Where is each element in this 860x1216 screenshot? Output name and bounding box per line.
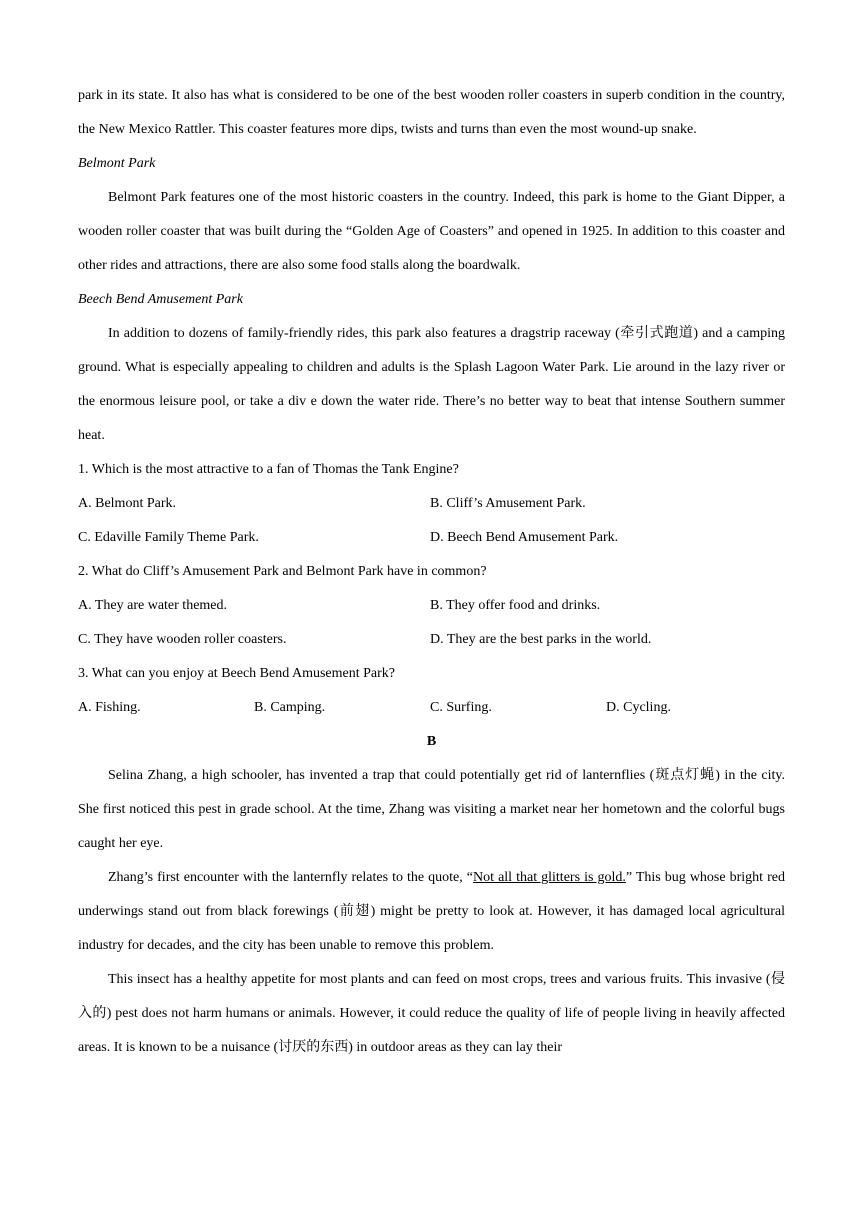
question-2 — [78, 555, 785, 657]
question-options — [78, 589, 785, 657]
option-c: C. Edaville Family Theme Park. — [78, 530, 259, 545]
paragraph-beech-bend: In addition to dozens of family-friendly rides, this park also features a dragstrip raceway (牵引式跑道) and a camping ground. What is especially appealing to children and adults is the Splash Lagoon Water Park. Lie around in the lazy river or the enormous leisure pool, or take a div e down the water ride. There’s no better way to beat that intense Southern summer heat. — [78, 326, 785, 443]
paragraph-b-2 — [78, 861, 785, 963]
heading-beech-bend: Beech Bend Amusement Park — [78, 292, 243, 307]
option-a: A. They are water themed. — [78, 598, 228, 613]
document-content — [78, 79, 785, 1065]
text-segment: Zhang’s first encounter with the lanternfly relates to the quote, “ — [108, 870, 474, 885]
question-1 — [78, 453, 785, 555]
question-options — [78, 487, 785, 555]
underlined-quote: Not all that glitters is gold. — [473, 870, 626, 885]
text-segment: ” This bug whose bright red underwings stand out from black forewings (前翅) might be pretty to look at. However, it has damaged local agricultural industry for decades, and the city has been unable to remove this problem. — [78, 870, 785, 953]
option-a: A. Belmont Park. — [78, 496, 176, 511]
option-c: C. Surfing. — [430, 700, 492, 715]
heading-belmont-park: Belmont Park — [78, 156, 156, 171]
paragraph-b-1: Selina Zhang, a high schooler, has invented a trap that could potentially get rid of lanternflies (斑点灯蝇) in the city. She first noticed this pest in grade school. At the time, Zhang was visiting a market near her hometown and the colorful bugs caught her eye. — [78, 768, 785, 851]
paragraph-rattler: park in its state. It also has what is considered to be one of the best wooden roller coasters in superb condition in the country, the New Mexico Rattler. This coaster features more dips, twists and turns than even the most wound-up snake. — [78, 88, 785, 137]
question-stem: 1. Which is the most attractive to a fan of Thomas the Tank Engine? — [78, 462, 459, 477]
question-stem: 2. What do Cliff’s Amusement Park and Belmont Park have in common? — [78, 564, 487, 579]
option-d: D. They are the best parks in the world. — [430, 632, 652, 647]
question-stem: 3. What can you enjoy at Beech Bend Amusement Park? — [78, 666, 395, 681]
option-d: D. Cycling. — [606, 700, 671, 715]
option-b: B. Cliff’s Amusement Park. — [430, 496, 586, 511]
question-options — [78, 691, 785, 725]
option-b: B. They offer food and drinks. — [430, 598, 601, 613]
option-b: B. Camping. — [254, 700, 326, 715]
paragraph-b-3: This insect has a healthy appetite for most plants and can feed on most crops, trees and various fruits. This invasive (侵入的) pest does not harm humans or animals. However, it could reduce the quality of life of people living in heavily affected areas. It is known to be a nuisance (讨厌的东西) in outdoor areas as they can lay their — [78, 972, 785, 1055]
paragraph-belmont-park: Belmont Park features one of the most historic coasters in the country. Indeed, this park is home to the Giant Dipper, a wooden roller coaster that was built during the “Golden Age of Coasters” and opened in 1925. In addition to this coaster and other rides and attractions, there are also some food stalls along the boardwalk. — [78, 190, 785, 273]
option-a: A. Fishing. — [78, 700, 141, 715]
option-d: D. Beech Bend Amusement Park. — [430, 530, 619, 545]
section-b-label: B — [426, 734, 437, 749]
option-c: C. They have wooden roller coasters. — [78, 632, 287, 647]
question-3 — [78, 657, 785, 725]
